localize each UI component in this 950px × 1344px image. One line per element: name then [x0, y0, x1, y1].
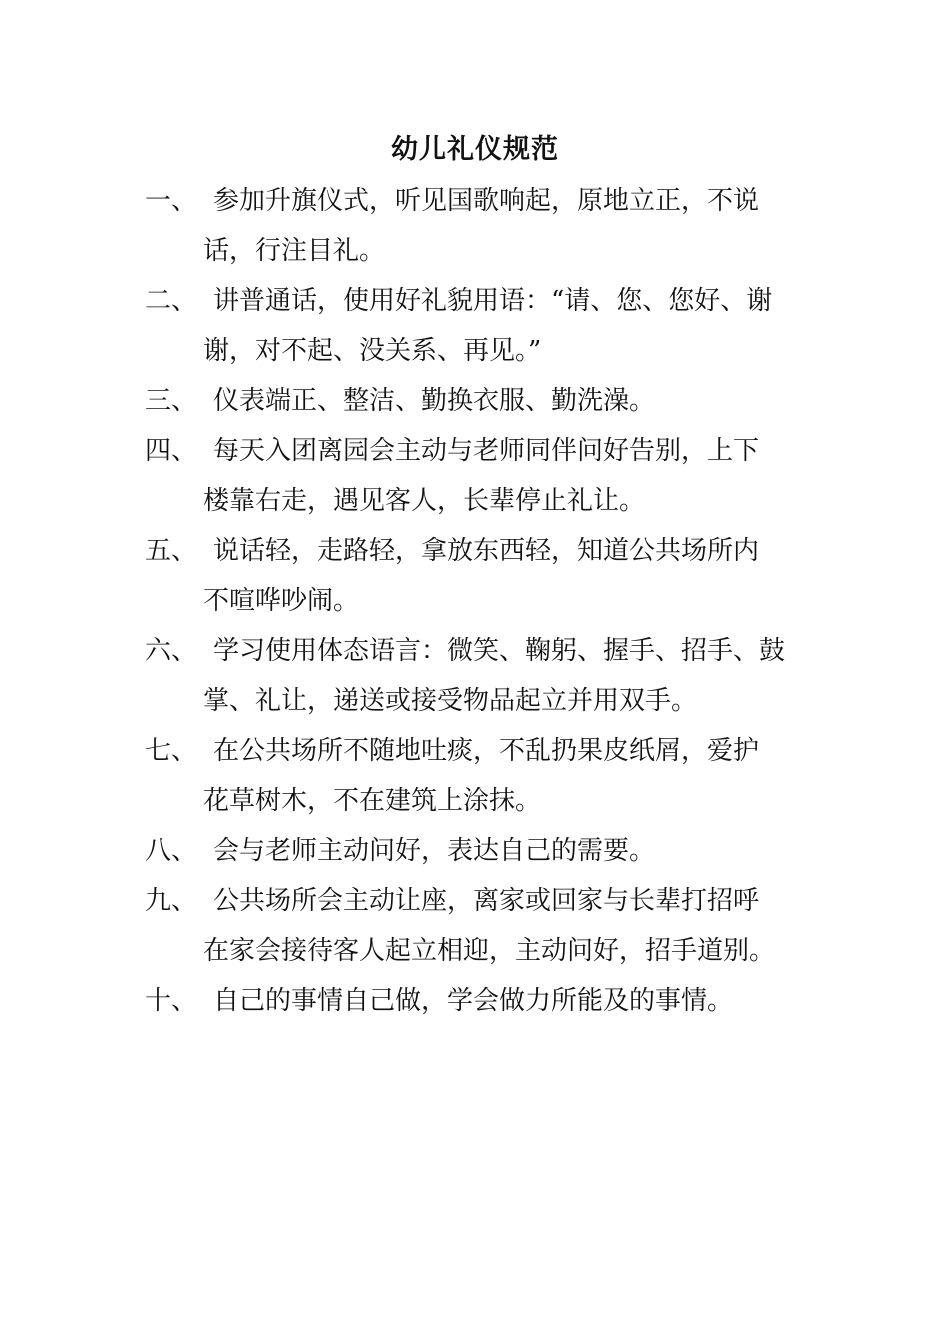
list-item — [145, 626, 815, 726]
item-number: 七、 — [145, 736, 198, 766]
item-number: 四、 — [145, 436, 198, 466]
item-text-line: 不喧哗吵闹。 — [203, 586, 360, 616]
item-text-line: 自己的事情自己做，学会做力所能及的事情。 — [213, 986, 734, 1016]
list-item — [145, 726, 815, 826]
list-item — [145, 426, 815, 526]
item-text-line: 谢，对不起、没关系、再见。” — [203, 336, 542, 366]
item-number: 二、 — [145, 286, 198, 316]
item-text-line: 公共场所会主动让座，离家或回家与长辈打招呼 — [213, 886, 760, 916]
list-item — [145, 176, 815, 276]
list-item — [145, 826, 815, 876]
item-number: 九、 — [145, 886, 198, 916]
item-text-line: 学习使用体态语言：微笑、鞠躬、握手、招手、鼓 — [213, 636, 786, 666]
list-item — [145, 376, 815, 426]
item-text-line: 掌、礼让，递送或接受物品起立并用双手。 — [203, 686, 698, 716]
item-text-line: 仪表端正、整洁、勤换衣服、勤洗澡。 — [213, 386, 656, 416]
rules-list — [145, 176, 815, 1026]
item-text-line: 说话轻，走路轻，拿放东西轻，知道公共场所内 — [213, 536, 760, 566]
item-text-line: 话，行注目礼。 — [203, 236, 386, 266]
item-text-line: 楼靠右走，遇见客人，长辈停止礼让。 — [203, 486, 646, 516]
item-number: 六、 — [145, 636, 198, 666]
item-number: 五、 — [145, 536, 198, 566]
item-text-line: 参加升旗仪式，听见国歌响起，原地立正，不说 — [213, 186, 760, 216]
list-item — [145, 976, 815, 1026]
item-text-line: 花草树木，不在建筑上涂抹。 — [203, 786, 542, 816]
list-item — [145, 276, 815, 376]
list-item — [145, 526, 815, 626]
item-text-line: 在公共场所不随地吐痰，不乱扔果皮纸屑，爱护 — [213, 736, 760, 766]
item-number: 三、 — [145, 386, 198, 416]
item-text-line: 每天入团离园会主动与老师同伴问好告别，上下 — [213, 436, 760, 466]
document-title: 幼儿礼仪规范 — [391, 134, 559, 165]
item-number: 一、 — [145, 186, 198, 216]
item-number: 八、 — [145, 836, 198, 866]
item-number: 十、 — [145, 986, 198, 1016]
item-text-line: 会与老师主动问好，表达自己的需要。 — [213, 836, 656, 866]
item-text-line: 讲普通话，使用好礼貌用语：“请、您、您好、谢 — [213, 286, 773, 316]
item-text-line: 在家会接待客人起立相迎，主动问好，招手道别。 — [203, 936, 776, 966]
list-item — [145, 876, 815, 976]
